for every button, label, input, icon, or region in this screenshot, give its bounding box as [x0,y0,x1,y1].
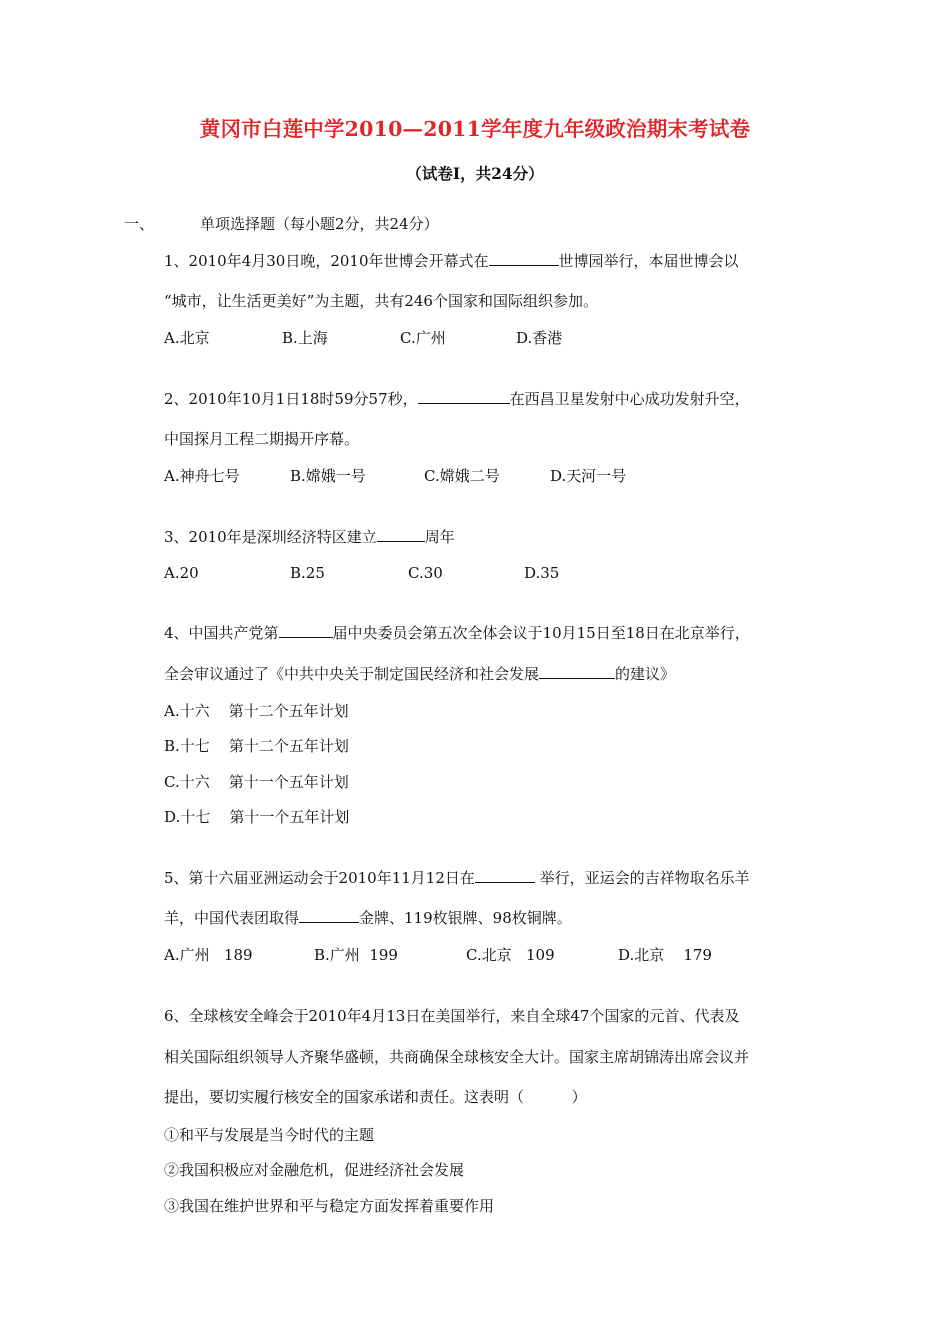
question-5-line-1 [164,868,750,888]
option-c: C.嫦娥二号 [424,467,500,485]
question-6-line-2: 相关国际组织领导人齐聚华盛顿，共商确保全球核安全大计。国家主席胡锦涛出席会议并 [164,1048,750,1066]
option-b: B.嫦娥一号 [290,467,366,485]
answer-blank [539,664,615,679]
question-text: 2、2010年10月1日18时59分57秒， [164,390,418,408]
question-text: 4、中国共产党第 [164,624,279,642]
option-a: A.广州 189 [164,946,253,964]
option-b: B.广州 199 [314,946,398,964]
question-text: 举行，亚运会的吉祥物取名乐羊 [534,869,750,887]
statement-3: ③我国在维护世界和平与稳定方面发挥着重要作用 [164,1197,495,1215]
answer-blank [377,527,425,542]
option-d: D.香港 [516,329,563,347]
option-a: A.神舟七号 [164,467,240,485]
option-b: B.上海 [282,329,328,347]
section-number: 一、 [124,215,155,233]
question-text: 5、第十六届亚洲运动会于2010年11月12日在 [164,869,475,887]
option-d: D.35 [524,564,560,582]
option-b: B.25 [290,564,325,582]
question-1-line-1 [164,251,739,271]
question-text: 金牌、119枚银牌、98枚铜牌。 [359,909,572,927]
question-4-line-2 [164,664,675,684]
question-4-line-1 [164,623,750,643]
question-6-line-1: 6、全球核安全峰会于2010年4月13日在美国举行，来自全球47个国家的元首、代表及 [164,1007,740,1025]
answer-blank [489,251,559,266]
answer-blank [418,389,510,404]
option-c: C.十六 第十一个五年计划 [164,773,349,791]
question-1-line-2: “城市，让生活更美好”为主题，共有246个国家和国际组织参加。 [164,292,598,310]
question-3-line-1 [164,527,455,547]
question-2-line-2: 中国探月工程二期揭开序幕。 [164,430,360,448]
question-text: 世博园举行，本届世博会以 [558,252,739,270]
option-c: C.广州 [400,329,446,347]
exam-subtitle: （试卷Ⅰ，共24分） [406,164,544,183]
exam-title: 黄冈市白莲中学2010—2011学年度九年级政治期末考试卷 [199,117,751,141]
question-text: 在西昌卫星发射中心成功发射升空， [509,390,750,408]
option-a: A.十六 第十二个五年计划 [164,702,349,720]
question-2-line-1 [164,389,750,409]
option-a: A.北京 [164,329,210,347]
option-c: C.30 [408,564,443,582]
answer-blank [475,868,535,883]
question-6-line-3: 提出，要切实履行核安全的国家承诺和责任。这表明（ ） [164,1088,587,1106]
statement-1: ①和平与发展是当今时代的主题 [164,1126,375,1144]
option-c: C.北京 109 [466,946,555,964]
question-text: 羊，中国代表团取得 [164,909,300,927]
option-d: D.北京 179 [618,946,712,964]
question-text: 的建议》 [615,665,676,683]
question-text: 3、2010年是深圳经济特区建立 [164,528,377,546]
option-d: D.天河一号 [550,467,627,485]
question-text: 周年 [424,528,455,546]
answer-blank [299,908,359,923]
question-text: 全会审议通过了《中共中央关于制定国民经济和社会发展 [164,665,540,683]
answer-blank [279,623,333,638]
section-label: 单项选择题（每小题2分，共24分） [200,215,439,233]
option-a: A.20 [164,564,199,582]
question-text: 1、2010年4月30日晚，2010年世博会开幕式在 [164,252,489,270]
question-text: 届中央委员会第五次全体会议于10月15日至18日在北京举行， [332,624,750,642]
question-5-line-2 [164,908,572,928]
option-d: D.十七 第十一个五年计划 [164,808,350,826]
statement-2: ②我国积极应对金融危机，促进经济社会发展 [164,1161,465,1179]
option-b: B.十七 第十二个五年计划 [164,737,349,755]
